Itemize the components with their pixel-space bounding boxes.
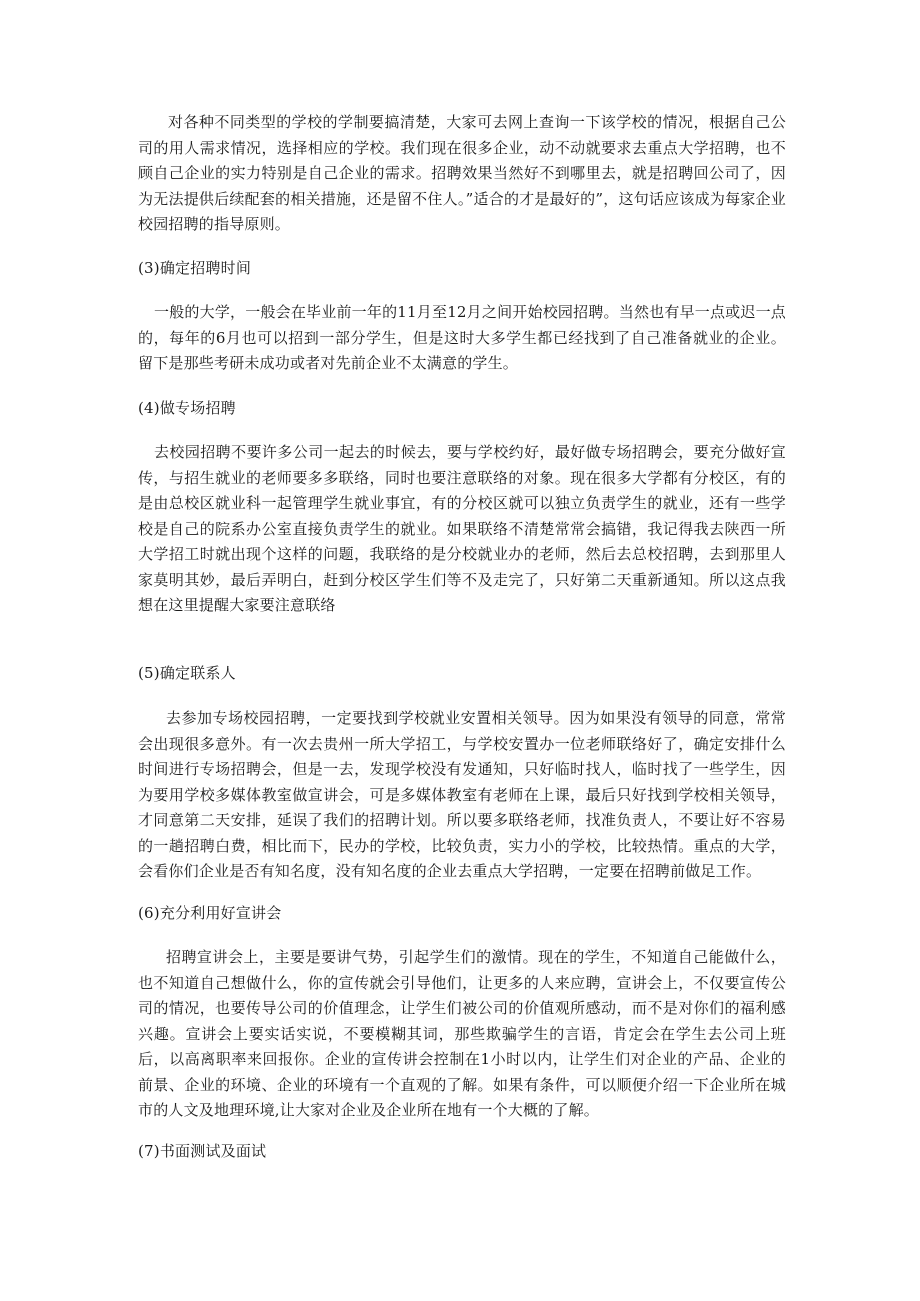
- paragraph-recruit-time: 一般的大学，一般会在毕业前一年的11月至12月之间开始校园招聘。当然也有早一点或迟一点的，每年的6月也可以招到一部分学生，但是这时大多学生都已经找到了自己准备就业的企业。留下是那些考研未成功或者对先前企业不太满意的学生。: [138, 303, 786, 372]
- section-heading-6: (6)充分利用好宣讲会: [138, 904, 282, 922]
- section-heading-3: (3)确定招聘时间: [138, 259, 252, 277]
- paragraph-contact-person: 去参加专场校园招聘，一定要找到学校就业安置相关领导。因为如果没有领导的同意，常常会出现很多意外。有一次去贵州一所大学招工，与学校安置办一位老师联络好了，确定安排什么时间进行专场招聘会，但是一去，发现学校没有发通知，只好临时找人，临时找了一些学生，因为要用学校多媒体教室做宣讲会，可是多媒体教室有老师在上课，最后只好找到学校相关领导，才同意第二天安排，延误了我们的招聘计划。所以要多联络老师，找准负责人，不要让好不容易的一趟招聘白费，相比而下，民办的学校，比较负责，实力小的学校，比较热情。重点的大学，会看你们企业是否有知名度，没有知名度的企业去重点大学招聘，一定要在招聘前做足工作。: [138, 709, 786, 880]
- paragraph-school-selection: 对各种不同类型的学校的学制要搞清楚，大家可去网上查询一下该学校的情况，根据自己公司的用人需求情况，选择相应的学校。我们现在很多企业，动不动就要求去重点大学招聘，也不顾自己企业的实力特别是自己企业的需求。招聘效果当然好不到哪里去，就是招聘回公司了，因为无法提供后续配套的相关措施，还是留不住人。”适合的才是最好的”，这句话应该成为每家企业校园招聘的指导原则。: [138, 113, 786, 233]
- section-heading-7: (7)书面测试及面试: [138, 1142, 267, 1160]
- paragraph-special-recruitment: 去校园招聘不要许多公司一起去的时候去，要与学校约好，最好做专场招聘会，要充分做好宣传，与招生就业的老师要多多联络，同时也要注意联络的对象。现在很多大学都有分校区，有的是由总校区就业科一起管理学生就业事宜，有的分校区就可以独立负责学生的就业，还有一些学校是自己的院系办公室直接负责学生的就业。如果联络不清楚常常会搞错，我记得我去陕西一所大学招工时就出现个这样的问题，我联络的是分校就业办的老师，然后去总校招聘，去到那里人家莫明其妙，最后弄明白，赶到分校区学生们等不及走完了，只好第二天重新通知。所以这点我想在这里提醒大家要注意联络: [138, 443, 786, 614]
- paragraph-presentation: 招聘宣讲会上，主要是要讲气势，引起学生们的激情。现在的学生，不知道自己能做什么，也不知道自己想做什么，你的宣传就会引导他们，让更多的人来应聘，宣讲会上，不仅要宣传公司的情况，也要传导公司的价值理念，让学生们被公司的价值观所感动，而不是对你们的福利感兴趣。宣讲会上要实话实说，不要模糊其词，那些欺骗学生的言语，肯定会在学生去公司上班后，以高离职率来回报你。企业的宣传讲会控制在1小时以内，让学生们对企业的产品、企业的前景、企业的环境、企业的环境有一个直观的了解。如果有条件，可以顺便介绍一下企业所在城市的人文及地理环境,让大家对企业及企业所在地有一个大概的了解。: [138, 948, 786, 1119]
- section-heading-5: (5)确定联系人: [138, 664, 236, 682]
- section-heading-4: (4)做专场招聘: [138, 399, 236, 417]
